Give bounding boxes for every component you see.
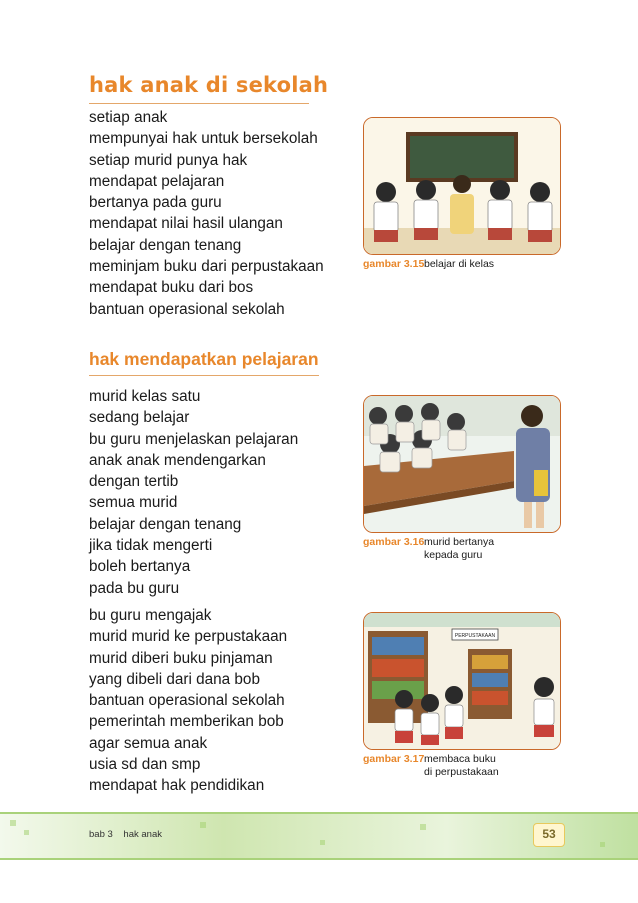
figure-caption-text: membaca buku [424,753,496,765]
figure-caption-text: belajar di kelas [424,258,495,270]
text-line: belajar dengan tenang [89,515,242,533]
text-line: bantuan operasional sekolah [89,300,285,318]
classroom-illustration [364,118,560,254]
text-block-hak-anak [89,107,324,320]
section-title-hak-mendapatkan-pelajaran: hak mendapatkan pelajaran [89,349,319,369]
text-line: mendapat pelajaran [89,172,225,190]
text-line: murid diberi buku pinjaman [89,649,273,667]
teacher-students-illustration [364,396,560,532]
text-line: setiap murid punya hak [89,151,248,169]
figure-caption [363,753,559,781]
text-block-pelajaran [89,386,298,599]
library-illustration [364,613,560,749]
text-line: bertanya pada guru [89,194,222,212]
text-line: anak anak mendengarkan [89,451,266,469]
figure-library-image [363,612,561,750]
figure-teacher-students-image [363,395,561,533]
figure-number: gambar 3.16 [363,536,425,548]
text-line: belajar dengan tenang [89,236,242,254]
text-line: mempunyai hak untuk bersekolah [89,130,318,148]
text-block-perpustakaan [89,605,287,797]
text-line: mendapat buku dari bos [89,279,254,297]
text-line: yang dibeli dari dana bob [89,670,260,688]
figure-classroom-image [363,117,561,255]
text-line: pemerintah memberikan bob [89,713,284,731]
text-line: sedang belajar [89,409,190,427]
text-line: bu guru mengajak [89,607,212,624]
page-number: 53 [542,827,556,841]
text-line: mendapat nilai hasil ulangan [89,215,283,233]
title-underline [89,103,309,104]
text-line: agar semua anak [89,734,208,752]
section-title-hak-anak-di-sekolah: hak anak di sekolah [89,73,329,97]
page-number-badge [533,823,565,847]
footer-chapter [89,829,170,840]
text-line: jika tidak mengerti [89,537,213,555]
figure-caption [363,258,559,272]
figure-number: gambar 3.17 [363,753,425,765]
figure-caption [363,536,559,564]
text-line: bu guru menjelaskan pelajaran [89,430,299,448]
text-line: mendapat hak pendidikan [89,777,265,795]
figure-caption-text: murid bertanya [424,536,495,548]
library-sign-text: PERPUSTAKAAN [454,633,496,639]
text-line: pada bu guru [89,579,180,597]
figure-number: gambar 3.15 [363,258,425,270]
text-line: semua murid [89,494,178,512]
text-line: setiap anak [89,109,168,126]
figure-caption-text: kepada guru [424,549,483,561]
text-line: boleh bertanya [89,558,191,576]
title-underline [89,375,319,376]
text-line: dengan tertib [89,473,179,491]
text-line: meminjam buku dari perpustakaan [89,258,324,276]
text-line: murid kelas satu [89,388,201,405]
chapter-number: bab 3 [89,829,113,840]
text-line: usia sd dan smp [89,756,201,774]
figure-caption-text: di perpustakaan [424,766,499,778]
text-line: bantuan operasional sekolah [89,692,285,710]
text-line: murid murid ke perpustakaan [89,628,288,646]
chapter-title: hak anak [123,829,162,840]
